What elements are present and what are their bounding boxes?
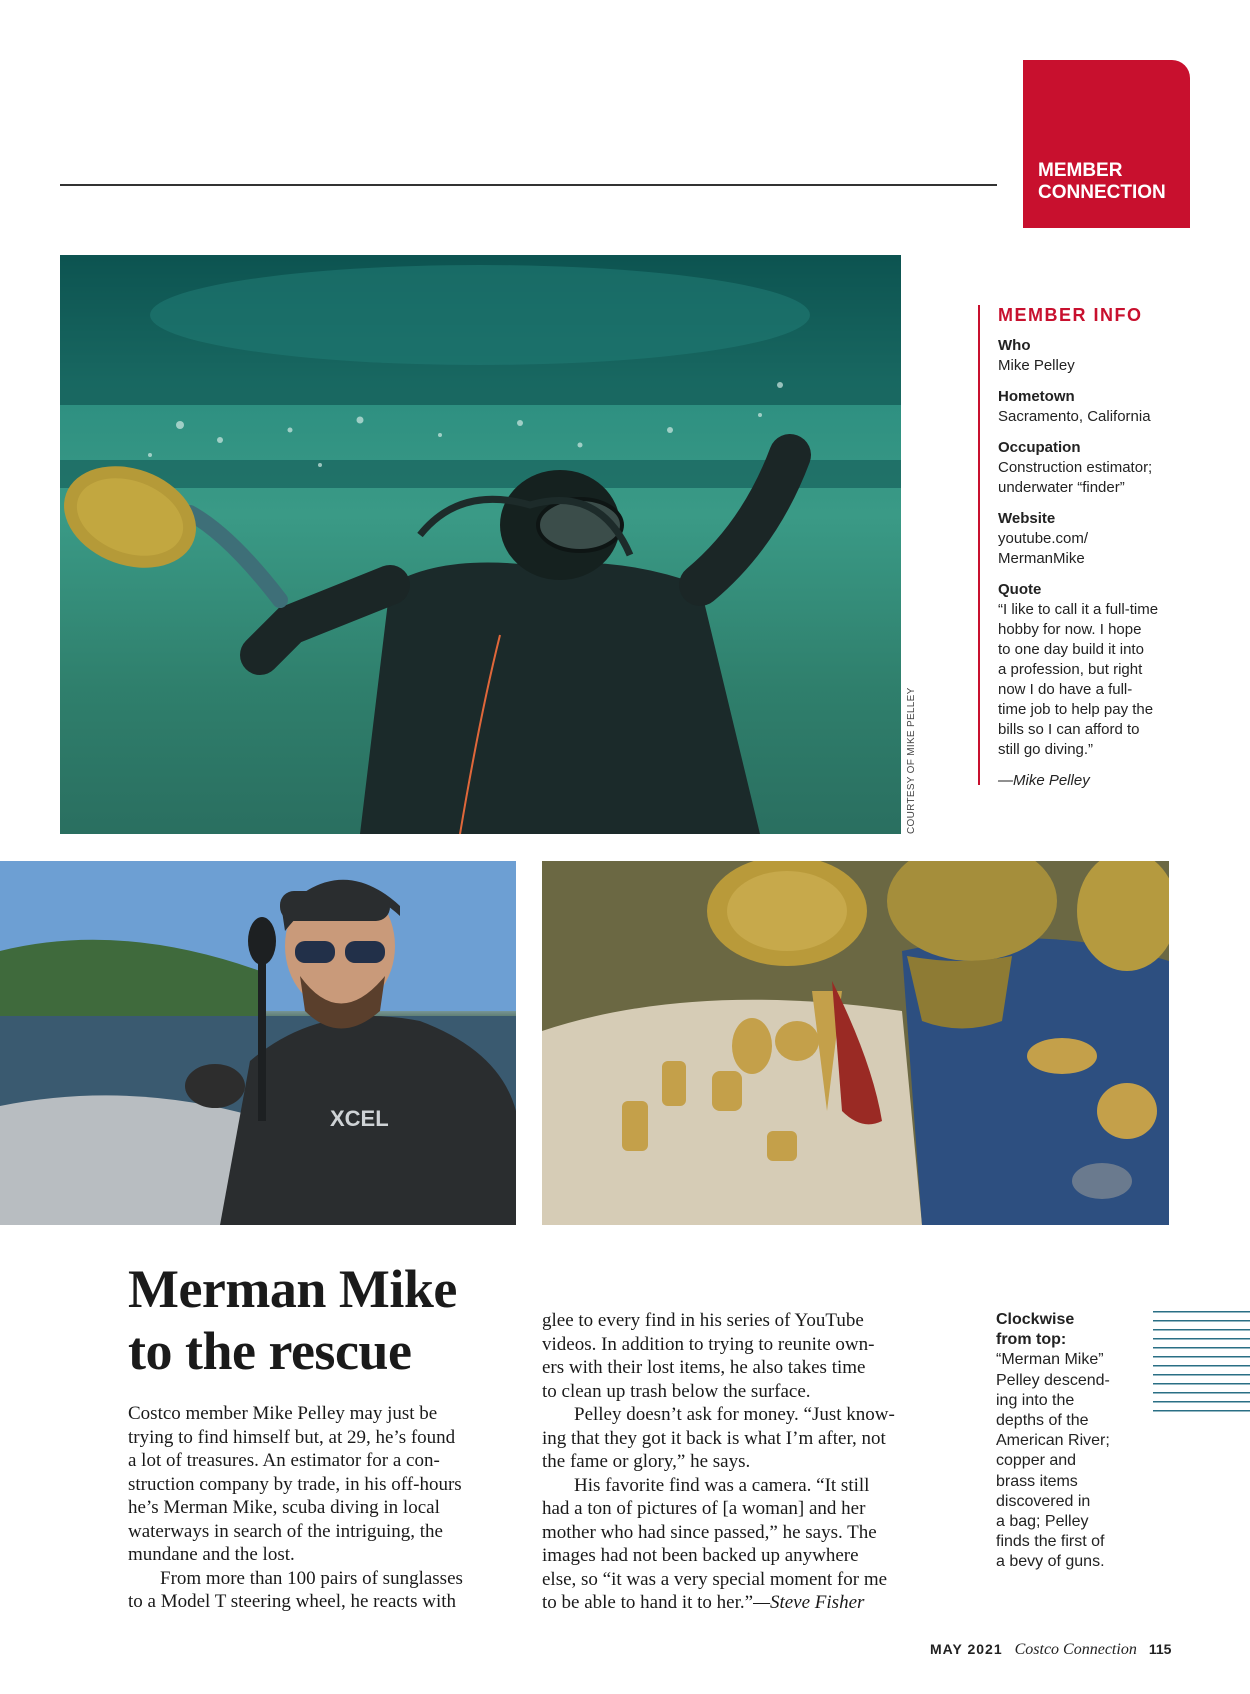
portrait-photo: [0, 861, 516, 1225]
info-value: MermanMike: [998, 550, 1085, 567]
decorative-stripes: [1153, 1311, 1250, 1418]
quote-line: still go diving.”: [998, 741, 1094, 758]
section-tab: [1023, 60, 1190, 228]
info-website: [998, 509, 1188, 569]
photo-credit: COURTESY OF MIKE PELLEY: [906, 687, 917, 834]
info-hometown: [998, 387, 1188, 427]
page-number: 115: [1148, 1641, 1172, 1657]
info-label: Website: [998, 510, 1056, 527]
info-occupation: [998, 438, 1188, 498]
member-info-content: [998, 305, 1188, 802]
info-value: Sacramento, California: [998, 408, 1151, 425]
page-footer: [930, 1641, 1190, 1659]
quote-attribution: —Mike Pelley: [998, 772, 1090, 789]
article-signature: —Steve Fisher: [753, 1592, 865, 1613]
publication-name: Costco Connection: [1014, 1641, 1137, 1658]
portrait-illustration: [0, 861, 516, 1225]
diver-photo: [60, 255, 901, 834]
info-label: Hometown: [998, 388, 1075, 405]
issue-date: MAY 2021: [930, 1641, 1003, 1657]
photo-caption: Clockwise from top: “Merman Mike” Pelley descend- ing into the depths of the American River; copper and brass items discovered in a bag; Pelley finds the first of a bevy of guns.: [996, 1311, 1110, 1571]
paragraph: From more than 100 pairs of sunglasses to a Model T steering wheel, he reacts with: [128, 1567, 463, 1612]
section-tab-label: MEMBER CONNECTION: [1038, 160, 1166, 203]
quote-line: time job to help pay the: [998, 701, 1154, 718]
quote-line: to one day build it into: [998, 641, 1144, 658]
paragraph: His favorite find was a camera. “It still had a ton of pictures of [a woman] and her mother who had since passed,” he says. The images had not been backed up anywhere else, so “it was a very special moment for me to be able to hand it to her.”—Steve Fisher: [542, 1474, 888, 1613]
paragraph: Pelley doesn’t ask for money. “Just know- ing that they got it back is what I’m after, not the fame or glory,” he says.: [542, 1404, 895, 1472]
svg-text:XCEL: XCEL: [330, 1106, 389, 1131]
quote-line: “I like to call it a full-time: [998, 601, 1159, 618]
article-column-1: [128, 1402, 506, 1614]
article-headline: Merman Mike to the rescue: [128, 1259, 457, 1381]
info-label: Who: [998, 337, 1031, 354]
quote-line: hobby for now. I hope: [998, 621, 1142, 638]
quote-line: now I do have a full-: [998, 681, 1133, 698]
top-rule: [60, 184, 997, 186]
member-info-heading: MEMBER INFO: [998, 305, 1143, 325]
found-items-illustration: [542, 861, 1169, 1225]
info-label: Quote: [998, 581, 1042, 598]
info-value: Mike Pelley: [998, 357, 1075, 374]
info-value: Construction estimator;: [998, 459, 1153, 476]
quote-line: a profession, but right: [998, 661, 1143, 678]
info-value: youtube.com/: [998, 530, 1089, 547]
paragraph: Costco member Mike Pelley may just be trying to find himself but, at 29, he’s found a lot of treasures. An estimator for a con- struction company by trade, in his off-hours he’s Merman Mike, scuba diving in local waterways in search of the intriguing, the mundane and the lost.: [128, 1403, 462, 1565]
info-who: [998, 336, 1188, 376]
info-label: Occupation: [998, 439, 1081, 456]
diver-illustration: [60, 255, 901, 834]
found-items-photo: [542, 861, 1169, 1225]
paragraph: glee to every find in his series of YouTube videos. In addition to trying to reunite own- ers with their lost items, he also takes time to clean up trash below the surface.: [542, 1310, 875, 1402]
info-quote: [998, 580, 1188, 791]
quote-line: bills so I can afford to: [998, 721, 1140, 738]
article-column-2: [542, 1309, 927, 1615]
sidebar-accent-bar: [978, 305, 980, 785]
member-info-sidebar: [978, 305, 1183, 789]
info-value: underwater “finder”: [998, 479, 1125, 496]
